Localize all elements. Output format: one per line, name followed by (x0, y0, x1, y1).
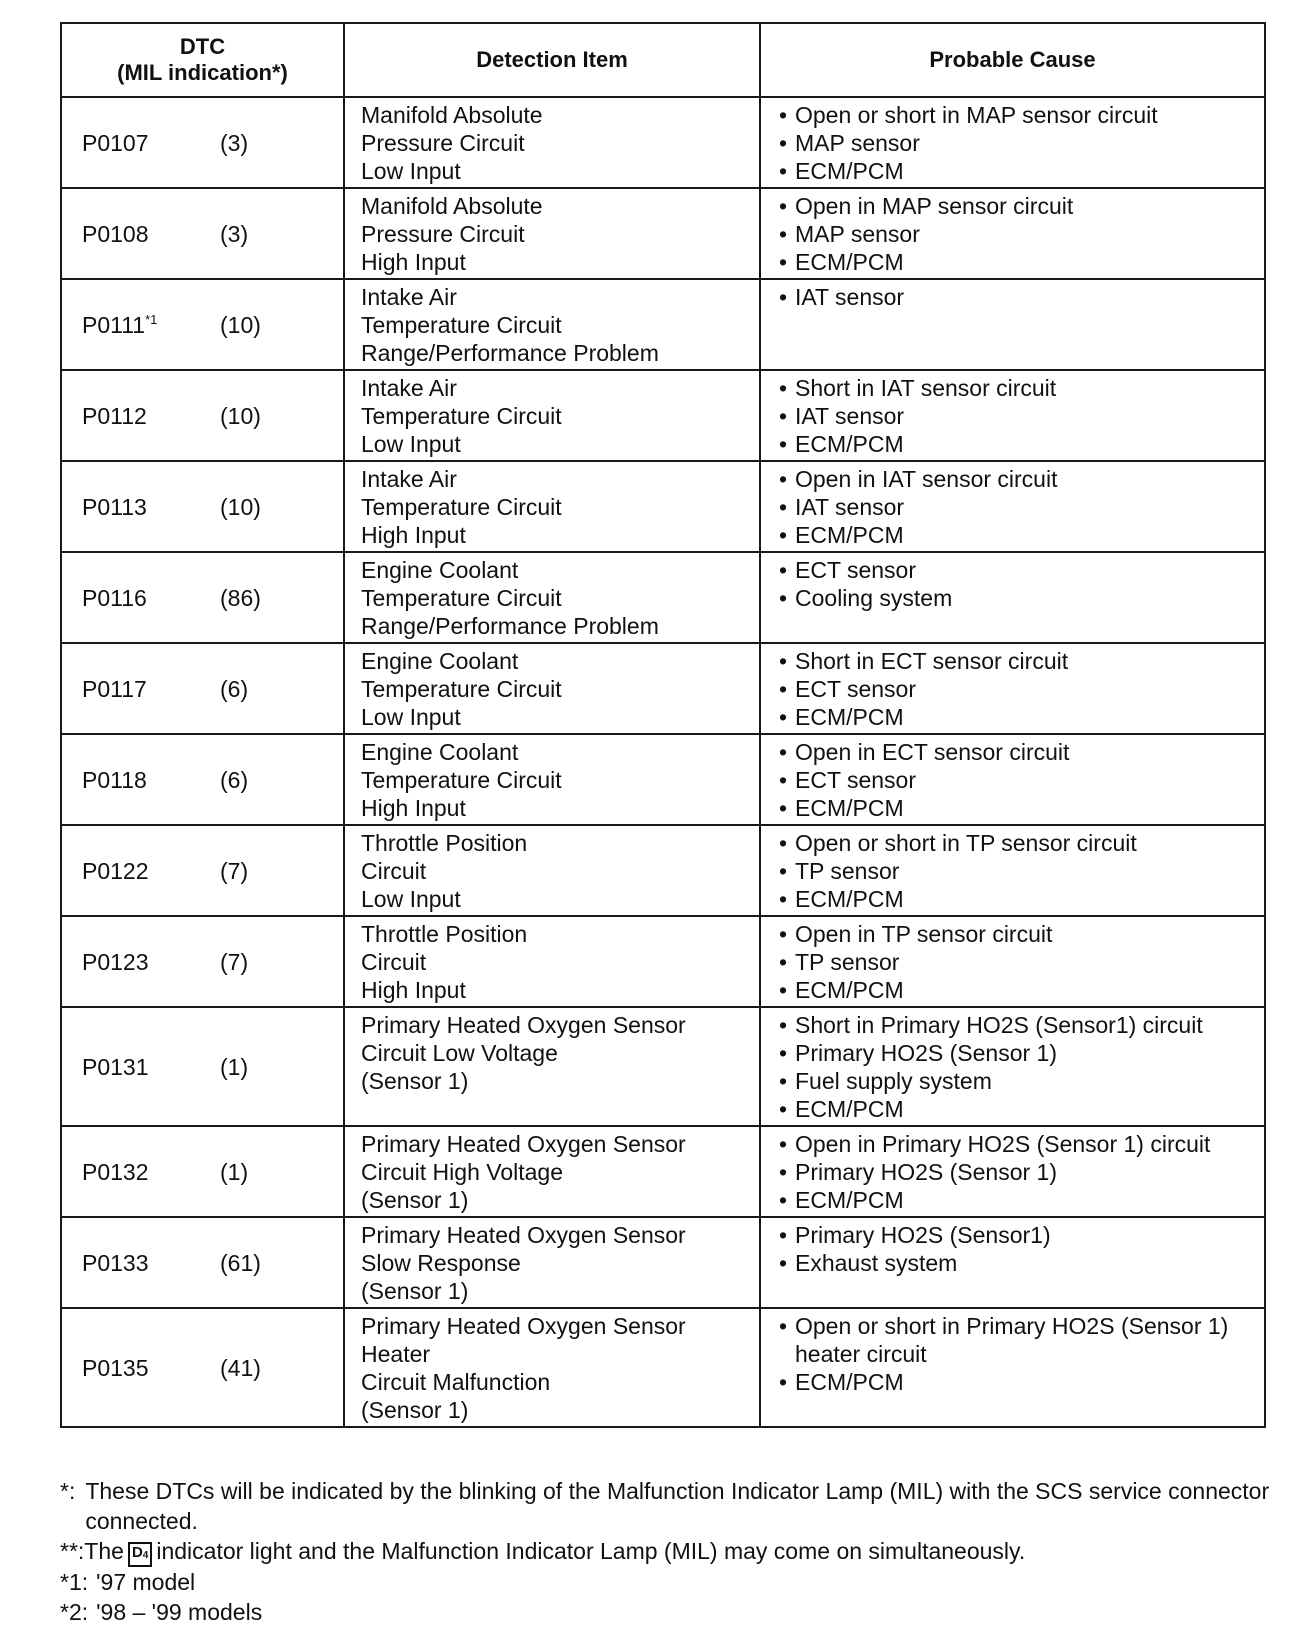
detection-item-line: Intake Air (361, 284, 457, 310)
header-row (61, 23, 1265, 97)
cause-list-item: • Open in Primary HO2S (Sensor 1) circuit (777, 1130, 1256, 1158)
dtc-code-cell (61, 461, 344, 552)
detection-item-line: (Sensor 1) (361, 1278, 469, 1304)
cause-list-item: • Open in IAT sensor circuit (777, 465, 1256, 493)
detection-item-line: Throttle Position (361, 830, 528, 856)
header-probable-cause: Probable Cause (760, 23, 1265, 97)
cause-list (777, 556, 1256, 612)
dtc-code (82, 129, 220, 157)
table-row (61, 916, 1265, 1007)
table-row (61, 643, 1265, 734)
probable-cause-cell (760, 188, 1265, 279)
cause-list-item: • Primary HO2S (Sensor 1) (777, 1158, 1256, 1186)
dtc-table (60, 22, 1266, 1428)
header-detection-item: Detection Item (344, 23, 760, 97)
detection-item-line: Temperature Circuit (361, 494, 562, 520)
probable-cause-cell (760, 97, 1265, 188)
dtc-code-cell (61, 825, 344, 916)
footnote-mil-marker: *: (60, 1478, 76, 1504)
probable-cause-cell (760, 552, 1265, 643)
dtc-code-cell (61, 1126, 344, 1217)
cause-list-item: • Exhaust system (777, 1249, 1256, 1277)
cause-list (777, 374, 1256, 458)
cause-list-item: • Fuel supply system (777, 1067, 1256, 1095)
cause-list-item: • ECM/PCM (777, 248, 1256, 276)
cause-list-item: • ECM/PCM (777, 885, 1256, 913)
detection-item-line: Primary Heated Oxygen Sensor (361, 1313, 686, 1339)
mil-indication: (3) (220, 220, 249, 247)
detection-item-cell (344, 1126, 760, 1217)
detection-item-line: Circuit Low Voltage (361, 1040, 558, 1066)
dtc-code-cell (61, 916, 344, 1007)
footnote-98-marker: *2: (60, 1599, 89, 1625)
dtc-code-cell (61, 552, 344, 643)
detection-item-line: Circuit Malfunction (361, 1369, 551, 1395)
cause-list-item: • TP sensor (777, 857, 1256, 885)
dtc-code-text: P0133 (82, 1249, 149, 1276)
detection-item-line: Temperature Circuit (361, 403, 562, 429)
detection-item-cell (344, 552, 760, 643)
cause-list-item: • Cooling system (777, 584, 1256, 612)
detection-item-line: Intake Air (361, 375, 457, 401)
probable-cause-cell (760, 734, 1265, 825)
dtc-table-body (61, 97, 1265, 1427)
detection-item-line: Circuit (361, 858, 427, 884)
mil-indication: (86) (220, 584, 261, 611)
table-row (61, 1308, 1265, 1427)
footnote-97-model (60, 1567, 1280, 1597)
probable-cause-cell (760, 1308, 1265, 1427)
cause-list-item: • Open in ECT sensor circuit (777, 738, 1256, 766)
mil-indication: (3) (220, 129, 249, 156)
footnote-d4-marker: **: (60, 1538, 85, 1564)
detection-item-line: Range/Performance Problem (361, 613, 659, 639)
cause-list-item: • Open or short in MAP sensor circuit (777, 101, 1256, 129)
detection-item-cell (344, 825, 760, 916)
dtc-code-text: P0131 (82, 1053, 149, 1080)
detection-item-line: Low Input (361, 886, 461, 912)
detection-item-line: Circuit (361, 949, 427, 975)
detection-item-line: (Sensor 1) (361, 1187, 469, 1213)
detection-item-line: Primary Heated Oxygen Sensor (361, 1012, 686, 1038)
detection-item-cell (344, 734, 760, 825)
cause-list-item: • ECM/PCM (777, 1368, 1256, 1396)
probable-cause-cell (760, 916, 1265, 1007)
detection-item-cell (344, 1007, 760, 1126)
detection-item-line: (Sensor 1) (361, 1068, 469, 1094)
detection-item-line: High Input (361, 522, 466, 548)
table-row (61, 1126, 1265, 1217)
cause-list-item: • TP sensor (777, 948, 1256, 976)
dtc-code (82, 857, 220, 885)
detection-item-line: Engine Coolant (361, 739, 519, 765)
mil-indication: (10) (220, 493, 261, 520)
detection-item-line: Pressure Circuit (361, 221, 525, 247)
dtc-code-cell (61, 1007, 344, 1126)
dtc-code-text: P0122 (82, 857, 149, 884)
dtc-code-cell (61, 97, 344, 188)
dtc-code-cell (61, 188, 344, 279)
detection-item-cell (344, 188, 760, 279)
table-row (61, 734, 1265, 825)
dtc-code-text: P0113 (82, 493, 147, 520)
probable-cause-cell (760, 1217, 1265, 1308)
cause-list (777, 1130, 1256, 1214)
detection-item-cell (344, 461, 760, 552)
header-dtc (61, 23, 344, 97)
dtc-code (82, 220, 220, 248)
table-row (61, 188, 1265, 279)
detection-item-line: Throttle Position (361, 921, 528, 947)
dtc-code-cell (61, 370, 344, 461)
dtc-code-text: P0123 (82, 948, 149, 975)
header-dtc-title: DTC (179, 34, 226, 59)
probable-cause-cell (760, 825, 1265, 916)
cause-list-item: • IAT sensor (777, 283, 1256, 311)
probable-cause-cell (760, 279, 1265, 370)
d4-icon-letter: D (131, 1544, 143, 1561)
probable-cause-cell (760, 461, 1265, 552)
detection-item-line: Pressure Circuit (361, 130, 525, 156)
mil-indication: (61) (220, 1249, 261, 1276)
cause-list (777, 829, 1256, 913)
dtc-code (82, 1053, 220, 1081)
table-row (61, 461, 1265, 552)
dtc-code-text: P0117 (82, 675, 147, 702)
detection-item-line: Manifold Absolute (361, 193, 543, 219)
cause-list-item: • ECM/PCM (777, 157, 1256, 185)
cause-list-item: • ECM/PCM (777, 521, 1256, 549)
dtc-code-text: P0108 (82, 220, 149, 247)
detection-item-cell (344, 916, 760, 1007)
table-row (61, 1217, 1265, 1308)
footnote-d4-text-before: The (84, 1538, 124, 1564)
dtc-code (82, 1249, 220, 1277)
dtc-code (82, 1354, 220, 1382)
dtc-code-cell (61, 643, 344, 734)
dtc-code (82, 1158, 220, 1186)
detection-item-cell (344, 279, 760, 370)
cause-list-item: • Open in TP sensor circuit (777, 920, 1256, 948)
dtc-code-cell (61, 734, 344, 825)
table-row (61, 825, 1265, 916)
footnote-97-marker: *1: (60, 1569, 89, 1595)
cause-list-item: • ECM/PCM (777, 703, 1256, 731)
cause-list-item: • ECM/PCM (777, 1186, 1256, 1214)
detection-item-cell (344, 97, 760, 188)
header-dtc-subtitle: (MIL indication*) (117, 60, 288, 85)
cause-list-item: • ECT sensor (777, 766, 1256, 794)
detection-item-line: Manifold Absolute (361, 102, 543, 128)
detection-item-line: Slow Response (361, 1250, 521, 1276)
cause-list (777, 101, 1256, 185)
cause-list-item: • ECT sensor (777, 556, 1256, 584)
cause-list-item: • ECM/PCM (777, 794, 1256, 822)
detection-item-cell (344, 1308, 760, 1427)
footnote-98-99-models (60, 1597, 1280, 1627)
mil-indication: (10) (220, 311, 261, 338)
mil-indication: (6) (220, 675, 249, 702)
mil-indication: (10) (220, 402, 261, 429)
dtc-code (82, 493, 220, 521)
dtc-code-cell (61, 1308, 344, 1427)
detection-item-line: Primary Heated Oxygen Sensor (361, 1131, 686, 1157)
d4-icon-number: 4 (142, 1550, 149, 1561)
detection-item-line: Low Input (361, 704, 461, 730)
footnote-mil (60, 1476, 1280, 1536)
probable-cause-cell (760, 643, 1265, 734)
detection-item-cell (344, 643, 760, 734)
cause-list-item: • ECM/PCM (777, 1095, 1256, 1123)
cause-list-item: • Open or short in TP sensor circuit (777, 829, 1256, 857)
cause-list (777, 192, 1256, 276)
cause-list-item: • IAT sensor (777, 493, 1256, 521)
cause-list-item: • Primary HO2S (Sensor 1) (777, 1039, 1256, 1067)
mil-indication: (41) (220, 1354, 261, 1381)
cause-list-item: • ECM/PCM (777, 430, 1256, 458)
mil-indication: (7) (220, 948, 249, 975)
detection-item-line: High Input (361, 795, 466, 821)
cause-list (777, 920, 1256, 1004)
dtc-code (82, 311, 220, 339)
dtc-code-text: P0135 (82, 1354, 149, 1381)
dtc-code-text: P0107 (82, 129, 149, 156)
detection-item-line: Engine Coolant (361, 557, 519, 583)
detection-item-line: Temperature Circuit (361, 767, 562, 793)
footnotes (60, 1476, 1280, 1627)
cause-list (777, 1011, 1256, 1123)
cause-list (777, 647, 1256, 731)
probable-cause-cell (760, 370, 1265, 461)
dtc-code (82, 766, 220, 794)
cause-list-item: • Primary HO2S (Sensor1) (777, 1221, 1256, 1249)
footnote-d4-text-after: indicator light and the Malfunction Indicator Lamp (MIL) may come on simultaneously. (156, 1538, 1026, 1564)
footnote-d4-text (84, 1536, 1280, 1567)
table-row (61, 1007, 1265, 1126)
detection-item-line: (Sensor 1) (361, 1397, 469, 1423)
dtc-code-text: P0111 (82, 311, 146, 338)
cause-list-item: • Short in ECT sensor circuit (777, 647, 1256, 675)
dtc-code-cell (61, 1217, 344, 1308)
detection-item-line: Heater (361, 1341, 431, 1367)
detection-item-cell (344, 1217, 760, 1308)
mil-indication: (7) (220, 857, 249, 884)
cause-list-item: • ECM/PCM (777, 976, 1256, 1004)
footnote-98-text: '98 – '99 models (96, 1599, 263, 1625)
detection-item-line: Engine Coolant (361, 648, 519, 674)
detection-item-cell (344, 370, 760, 461)
table-row (61, 279, 1265, 370)
table-row (61, 97, 1265, 188)
cause-list (777, 465, 1256, 549)
mil-indication: (1) (220, 1158, 249, 1185)
dtc-footnote-ref: *1 (145, 311, 158, 327)
dtc-code-text: P0118 (82, 766, 147, 793)
detection-item-line: Range/Performance Problem (361, 340, 659, 366)
footnote-mil-text: These DTCs will be indicated by the blinking of the Malfunction Indicator Lamp (MIL) with the SCS service connector connected. (85, 1478, 1270, 1534)
cause-list-item: • Short in IAT sensor circuit (777, 374, 1256, 402)
footnote-d4 (60, 1536, 1280, 1567)
probable-cause-cell (760, 1007, 1265, 1126)
footnote-97-text: '97 model (96, 1569, 196, 1595)
detection-item-line: Low Input (361, 158, 461, 184)
dtc-code-text: P0112 (82, 402, 147, 429)
dtc-code-cell (61, 279, 344, 370)
dtc-code-text: P0132 (82, 1158, 149, 1185)
detection-item-line: Temperature Circuit (361, 312, 562, 338)
mil-indication: (1) (220, 1053, 249, 1080)
cause-list (777, 738, 1256, 822)
detection-item-line: Temperature Circuit (361, 585, 562, 611)
cause-list-item: • Open in MAP sensor circuit (777, 192, 1256, 220)
probable-cause-cell (760, 1126, 1265, 1217)
dtc-code (82, 675, 220, 703)
d4-indicator-icon (128, 1542, 152, 1567)
cause-list-item: • Short in Primary HO2S (Sensor1) circuit (777, 1011, 1256, 1039)
table-row (61, 370, 1265, 461)
detection-item-line: Intake Air (361, 466, 457, 492)
cause-list-item: • IAT sensor (777, 402, 1256, 430)
cause-list (777, 1221, 1256, 1277)
dtc-code (82, 402, 220, 430)
mil-indication: (6) (220, 766, 249, 793)
dtc-code (82, 584, 220, 612)
dtc-code-text: P0116 (82, 584, 147, 611)
detection-item-line: High Input (361, 249, 466, 275)
cause-list-item: • MAP sensor (777, 220, 1256, 248)
detection-item-line: Circuit High Voltage (361, 1159, 563, 1185)
detection-item-line: High Input (361, 977, 466, 1003)
detection-item-line: Temperature Circuit (361, 676, 562, 702)
dtc-code (82, 948, 220, 976)
cause-list-item: • ECT sensor (777, 675, 1256, 703)
cause-list-item: • Open or short in Primary HO2S (Sensor 1) heater circuit (777, 1312, 1256, 1368)
cause-list-item: • MAP sensor (777, 129, 1256, 157)
detection-item-line: Primary Heated Oxygen Sensor (361, 1222, 686, 1248)
table-row (61, 552, 1265, 643)
detection-item-line: Low Input (361, 431, 461, 457)
cause-list (777, 283, 1256, 311)
cause-list (777, 1312, 1256, 1396)
